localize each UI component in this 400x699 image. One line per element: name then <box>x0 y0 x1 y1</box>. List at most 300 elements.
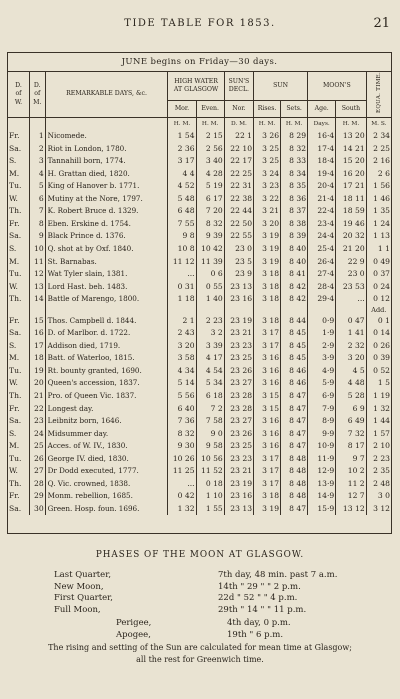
footnote-line: The rising and setting of the Sun are calculated for mean time at Glasgow; <box>48 643 352 652</box>
remarkable-day: Eben. Erskine d. 1754. <box>45 218 168 231</box>
sunrise: 3 18 <box>254 490 281 503</box>
sunrise: 3 19 <box>254 243 281 256</box>
high-water-evening: 11 52 <box>196 465 224 478</box>
high-water-evening: 10 56 <box>196 453 224 466</box>
high-water-morning: 2 1 <box>168 315 196 328</box>
day-of-week: Sa. <box>9 143 22 153</box>
sunset: 8 48 <box>281 490 308 503</box>
sunrise: 3 20 <box>254 218 281 231</box>
day-of-week: Sa. <box>9 503 22 513</box>
day-of-week: Th. <box>9 478 22 488</box>
high-water-evening: 0 18 <box>196 478 224 491</box>
day-of-month: 30 <box>29 503 45 516</box>
col-morning-header: Mor. <box>168 101 196 117</box>
equation-of-time: 0 24 <box>366 281 391 294</box>
moon-age: 19·4 <box>308 168 336 181</box>
day-of-month: 10 <box>29 243 45 256</box>
sun-declination: 22 17 <box>224 155 253 168</box>
equation-of-time: 0 37 <box>366 268 391 281</box>
sunrise: 3 19 <box>254 230 281 243</box>
remarkable-day: Acces. of W. IV., 1830. <box>45 440 168 453</box>
col-north-header: Nor. <box>224 101 253 117</box>
perigee-label: Perigee, <box>116 618 152 628</box>
equation-of-time: 2 16 <box>366 155 391 168</box>
sunset: 8 47 <box>281 415 308 428</box>
moon-south: 2 32 <box>336 340 366 353</box>
day-of-month: 12 <box>29 268 45 281</box>
col-sun-sets-header: Sets. <box>281 101 308 117</box>
high-water-morning: 10 26 <box>168 453 196 466</box>
equation-of-time: 1 32 <box>366 403 391 416</box>
phase-time: 22d " 52 " " 4 p.m. <box>218 593 298 603</box>
equation-of-time: 2 10 <box>366 440 391 453</box>
equation-of-time: 0 49 <box>366 256 391 269</box>
sun-declination: 23 21 <box>224 327 253 340</box>
high-water-evening: 9 58 <box>196 440 224 453</box>
unit-label: H. M. <box>281 117 308 130</box>
equation-of-time: 1 46 <box>366 193 391 206</box>
day-of-week: W. <box>9 378 18 388</box>
moon-south: 22 9 <box>336 256 366 269</box>
day-of-week: Fr. <box>9 218 20 228</box>
high-water-evening: 9 0 <box>196 428 224 441</box>
day-of-week: S. <box>9 340 17 350</box>
high-water-morning: 1 18 <box>168 293 196 306</box>
moon-age: 10·9 <box>308 440 336 453</box>
moon-south: 3 20 <box>336 352 366 365</box>
phase-label: Last Quarter, <box>54 570 112 580</box>
moon-age: 27·4 <box>308 268 336 281</box>
spacer-cell <box>336 306 366 315</box>
moon-south: 12 7 <box>336 490 366 503</box>
remarkable-day: H. Grattan died, 1820. <box>45 168 168 181</box>
sunset: 8 41 <box>281 268 308 281</box>
sun-declination: 23 13 <box>224 281 253 294</box>
table-row <box>8 403 391 416</box>
moon-age: 14·9 <box>308 490 336 503</box>
day-of-month: 13 <box>29 281 45 294</box>
remarkable-day: Midsummer day. <box>45 428 168 441</box>
moon-south: 6 9 <box>336 403 366 416</box>
table-row <box>8 256 391 269</box>
moon-phases-section <box>0 550 400 665</box>
sunset: 8 47 <box>281 390 308 403</box>
day-of-week: W. <box>9 281 18 291</box>
table-row <box>8 327 391 340</box>
sun-declination: 23 16 <box>224 293 253 306</box>
day-of-month: 23 <box>29 415 45 428</box>
spacer-cell <box>196 306 224 315</box>
moon-south: 10 2 <box>336 465 366 478</box>
high-water-morning: 2 43 <box>168 327 196 340</box>
day-of-month: 29 <box>29 490 45 503</box>
apogee-time: 19th " 6 p.m. <box>227 629 284 640</box>
phase-label: New Moon, <box>54 581 104 592</box>
day-of-month: 26 <box>29 453 45 466</box>
spacer-cell <box>308 306 336 315</box>
sun-declination: 22 50 <box>224 218 253 231</box>
remarkable-day: St. Barnabas. <box>45 256 168 269</box>
moon-age: 7·9 <box>308 403 336 416</box>
moon-south: 18 59 <box>336 205 366 218</box>
unit-label: H. M. <box>196 117 224 130</box>
day-of-month: 9 <box>29 230 45 243</box>
day-of-month: 28 <box>29 478 45 491</box>
remarkable-day: George IV. died, 1830. <box>45 453 168 466</box>
sunrise: 3 17 <box>254 478 281 491</box>
sunrise: 3 16 <box>254 352 281 365</box>
high-water-evening: 2 56 <box>196 143 224 156</box>
remarkable-day: Q. shot at by Oxf. 1840. <box>45 243 168 256</box>
sunrise: 3 26 <box>254 130 281 143</box>
sunset: 8 36 <box>281 193 308 206</box>
day-of-month: 25 <box>29 440 45 453</box>
moon-south: 19 46 <box>336 218 366 231</box>
moon-age: 3·9 <box>308 352 336 365</box>
day-of-week: Tu. <box>9 269 22 279</box>
day-of-week: Tu. <box>9 365 22 375</box>
sun-declination: 23 28 <box>224 390 253 403</box>
table-row <box>8 193 391 206</box>
high-water-morning: ... <box>168 268 196 281</box>
high-water-morning: 11 25 <box>168 465 196 478</box>
sunset: 8 35 <box>281 180 308 193</box>
day-of-week: M. <box>9 441 20 451</box>
table-row <box>8 293 391 306</box>
table-row <box>8 340 391 353</box>
sunset: 8 39 <box>281 230 308 243</box>
sunset: 8 47 <box>281 403 308 416</box>
sunrise: 3 16 <box>254 377 281 390</box>
day-of-week: Th. <box>9 294 22 304</box>
sun-declination: 22 55 <box>224 230 253 243</box>
sun-declination: 23 25 <box>224 440 253 453</box>
sunrise: 3 17 <box>254 453 281 466</box>
remarkable-day: Queen's accession, 1837. <box>45 377 168 390</box>
high-water-evening: 7 2 <box>196 403 224 416</box>
equation-of-time: 3 0 <box>366 490 391 503</box>
high-water-morning: 9 30 <box>168 440 196 453</box>
phase-label: First Quarter, <box>54 593 114 603</box>
unit-label: M. S. <box>366 117 391 130</box>
table-row <box>8 352 391 365</box>
sunrise: 3 16 <box>254 415 281 428</box>
high-water-morning: 11 12 <box>168 256 196 269</box>
table-row <box>8 243 391 256</box>
moon-south: 14 21 <box>336 143 366 156</box>
sun-declination: 23 25 <box>224 352 253 365</box>
sunset: 8 40 <box>281 243 308 256</box>
day-of-week: M. <box>9 256 20 266</box>
table-row <box>8 490 391 503</box>
high-water-evening: 3 40 <box>196 155 224 168</box>
moon-south: 15 20 <box>336 155 366 168</box>
high-water-morning: 4 34 <box>168 365 196 378</box>
sunrise: 3 22 <box>254 193 281 206</box>
perigee-time: 4th day, 0 p.m. <box>227 618 291 628</box>
sun-declination: 23 9 <box>224 268 253 281</box>
high-water-evening: 1 55 <box>196 503 224 516</box>
equation-of-time: 0 39 <box>366 352 391 365</box>
remarkable-day: King of Hanover b. 1771. <box>45 180 168 193</box>
remarkable-day: Mutiny at the Nore, 1797. <box>45 193 168 206</box>
high-water-morning: 6 40 <box>168 403 196 416</box>
tide-table-body <box>8 117 391 515</box>
moon-age: 1·9 <box>308 327 336 340</box>
sunrise: 3 16 <box>254 365 281 378</box>
equation-add-note: Add. <box>366 306 391 315</box>
equation-of-time: 3 12 <box>366 503 391 516</box>
high-water-evening: 4 28 <box>196 168 224 181</box>
day-of-month: 22 <box>29 403 45 416</box>
moon-age: 26·4 <box>308 256 336 269</box>
remarkable-day: Green. Hosp. foun. 1696. <box>45 503 168 516</box>
table-row <box>8 390 391 403</box>
equation-of-time: 0 1 <box>366 315 391 328</box>
day-of-week: S. <box>9 156 17 166</box>
moon-age: 15·9 <box>308 503 336 516</box>
equation-of-time: 1 1 <box>366 243 391 256</box>
moon-south: 17 21 <box>336 180 366 193</box>
sun-declination: 23 19 <box>224 478 253 491</box>
sunrise: 3 25 <box>254 143 281 156</box>
sunset: 8 48 <box>281 465 308 478</box>
day-of-month: 20 <box>29 377 45 390</box>
high-water-morning: 10 8 <box>168 243 196 256</box>
remarkable-day: Longest day. <box>45 403 168 416</box>
remarkable-day: Wat Tyler slain, 1381. <box>45 268 168 281</box>
equation-of-time: 2 23 <box>366 453 391 466</box>
high-water-evening: 1 40 <box>196 293 224 306</box>
high-water-evening: 6 17 <box>196 193 224 206</box>
day-of-week: W. <box>9 193 18 203</box>
moon-south: 7 32 <box>336 428 366 441</box>
day-of-month: 21 <box>29 390 45 403</box>
sun-declination: 23 19 <box>224 315 253 328</box>
high-water-evening: 2 15 <box>196 130 224 143</box>
moon-age: 23·4 <box>308 218 336 231</box>
remarkable-day: Lord Hast. beh. 1483. <box>45 281 168 294</box>
sun-declination: 22 38 <box>224 193 253 206</box>
high-water-morning: 4 4 <box>168 168 196 181</box>
phase-time: 29th " 14 " " 11 p.m. <box>218 604 307 615</box>
sunrise: 3 18 <box>254 281 281 294</box>
day-of-week: Fr. <box>9 491 20 501</box>
table-row <box>8 465 391 478</box>
remarkable-day: Battle of Marengo, 1800. <box>45 293 168 306</box>
table-row <box>8 155 391 168</box>
moon-phase-row <box>0 593 400 605</box>
spacer-cell <box>224 306 253 315</box>
table-row <box>8 281 391 294</box>
day-of-month: 14 <box>29 293 45 306</box>
phase-time: 14th " 29 " " 2 p.m. <box>218 581 301 592</box>
table-row <box>8 205 391 218</box>
moon-south: 0 47 <box>336 315 366 328</box>
table-row <box>8 143 391 156</box>
moon-south: 23 53 <box>336 281 366 294</box>
day-of-week: Th. <box>9 206 22 216</box>
day-of-week: M. <box>9 168 20 178</box>
high-water-morning: 0 31 <box>168 281 196 294</box>
moon-south: 1 41 <box>336 327 366 340</box>
sunset: 8 32 <box>281 143 308 156</box>
page-number: 21 <box>373 16 390 31</box>
sunset: 8 47 <box>281 428 308 441</box>
table-row <box>8 268 391 281</box>
sunrise: 3 21 <box>254 205 281 218</box>
high-water-morning: 8 32 <box>168 428 196 441</box>
moon-age: 6·9 <box>308 390 336 403</box>
equation-of-time: 2 35 <box>366 465 391 478</box>
high-water-evening: 2 23 <box>196 315 224 328</box>
day-of-month: 8 <box>29 218 45 231</box>
moon-age: 21·4 <box>308 193 336 206</box>
high-water-evening: 5 19 <box>196 180 224 193</box>
sunset: 8 47 <box>281 440 308 453</box>
high-water-evening: 10 42 <box>196 243 224 256</box>
high-water-morning: 4 52 <box>168 180 196 193</box>
high-water-morning: 3 20 <box>168 340 196 353</box>
table-row <box>8 365 391 378</box>
day-of-week: S. <box>9 243 17 253</box>
day-of-week: M. <box>9 353 20 363</box>
sunset: 8 42 <box>281 293 308 306</box>
day-of-month: 2 <box>29 143 45 156</box>
high-water-evening: 7 20 <box>196 205 224 218</box>
moon-age: 18·4 <box>308 155 336 168</box>
sun-declination: 23 0 <box>224 243 253 256</box>
high-water-evening: 4 17 <box>196 352 224 365</box>
spacer-cell <box>168 306 196 315</box>
sunrise: 3 18 <box>254 293 281 306</box>
equation-of-time: 1 35 <box>366 205 391 218</box>
tide-table-grid <box>8 72 391 515</box>
equation-of-time: 1 19 <box>366 390 391 403</box>
high-water-evening: 0 6 <box>196 268 224 281</box>
equation-of-time: 0 26 <box>366 340 391 353</box>
sunset: 8 40 <box>281 256 308 269</box>
table-row <box>8 230 391 243</box>
moon-age: 4·9 <box>308 365 336 378</box>
sun-declination: 23 28 <box>224 403 253 416</box>
day-of-week: Sa. <box>9 328 22 338</box>
sunset: 8 44 <box>281 315 308 328</box>
day-of-month: 6 <box>29 193 45 206</box>
equation-of-time: 1 44 <box>366 415 391 428</box>
high-water-evening: 5 34 <box>196 377 224 390</box>
day-of-month: 17 <box>29 340 45 353</box>
remarkable-day: Black Prince d. 1376. <box>45 230 168 243</box>
sunrise: 3 16 <box>254 428 281 441</box>
col-moon-header: MOON'S <box>308 72 367 101</box>
equation-of-time: 1 5 <box>366 377 391 390</box>
remarkable-day: Tannahill born, 1774. <box>45 155 168 168</box>
sun-declination: 22 44 <box>224 205 253 218</box>
sunrise: 3 18 <box>254 315 281 328</box>
moon-age: 25·4 <box>308 243 336 256</box>
sunset: 8 45 <box>281 340 308 353</box>
row-spacer <box>8 306 391 315</box>
sunset: 8 34 <box>281 168 308 181</box>
high-water-evening: 1 10 <box>196 490 224 503</box>
sunset: 8 48 <box>281 478 308 491</box>
table-row <box>8 130 391 143</box>
remarkable-day: Riot in London, 1780. <box>45 143 168 156</box>
sun-declination: 23 23 <box>224 340 253 353</box>
day-of-month: 5 <box>29 180 45 193</box>
day-of-month: 15 <box>29 315 45 328</box>
col-evening-header: Even. <box>196 101 224 117</box>
day-of-month: 19 <box>29 365 45 378</box>
moon-age: 13·9 <box>308 478 336 491</box>
day-of-week: Tu. <box>9 453 22 463</box>
col-moon-age-header: Age. <box>308 101 336 117</box>
equation-of-time: 1 24 <box>366 218 391 231</box>
moon-phases-title: PHASES OF THE MOON AT GLASGOW. <box>95 550 305 560</box>
moon-age: 22·4 <box>308 205 336 218</box>
sun-declination: 23 27 <box>224 415 253 428</box>
remarkable-day: D. of Marlbor. d. 1722. <box>45 327 168 340</box>
sunset: 8 47 <box>281 503 308 516</box>
table-row <box>8 377 391 390</box>
moon-age: 11·9 <box>308 453 336 466</box>
remarkable-day: Monm. rebellion, 1685. <box>45 490 168 503</box>
sunrise: 3 16 <box>254 440 281 453</box>
sunrise: 3 18 <box>254 268 281 281</box>
sun-declination: 23 16 <box>224 490 253 503</box>
remarkable-day: Dr Dodd executed, 1777. <box>45 465 168 478</box>
moon-south: 8 17 <box>336 440 366 453</box>
high-water-morning: 5 48 <box>168 193 196 206</box>
moon-phase-row <box>0 570 400 582</box>
col-sun-header: SUN <box>254 72 308 101</box>
col-moon-south-header: South <box>336 101 366 117</box>
running-head <box>0 18 400 34</box>
high-water-evening: 6 18 <box>196 390 224 403</box>
unit-cell-empty <box>45 117 168 130</box>
col-high-water-header: HIGH WATER AT GLASGOW <box>168 72 224 101</box>
moon-age: 0·9 <box>308 315 336 328</box>
moon-age: 9·9 <box>308 428 336 441</box>
apogee-label: Apogee, <box>116 629 151 640</box>
remarkable-day: Thos. Campbell d. 1844. <box>45 315 168 328</box>
sun-declination: 23 21 <box>224 465 253 478</box>
day-of-week: Tu. <box>9 181 22 191</box>
table-row <box>8 453 391 466</box>
phase-time: 7th day, 48 min. past 7 a.m. <box>218 570 338 580</box>
day-of-month: 3 <box>29 155 45 168</box>
day-of-week: Th. <box>9 390 22 400</box>
sun-declination: 23 13 <box>224 503 253 516</box>
moon-south: 21 20 <box>336 243 366 256</box>
high-water-morning: 5 14 <box>168 377 196 390</box>
unit-label: Days. <box>308 117 336 130</box>
moon-south: 4 5 <box>336 365 366 378</box>
sunset: 8 46 <box>281 365 308 378</box>
unit-label: H. M. <box>168 117 196 130</box>
unit-cell-empty <box>8 117 29 130</box>
high-water-evening: 9 39 <box>196 230 224 243</box>
sun-declination: 22 31 <box>224 180 253 193</box>
day-of-month: 18 <box>29 352 45 365</box>
day-of-month: 1 <box>29 130 45 143</box>
sun-declination: 22 1 <box>224 130 253 143</box>
sunset: 8 48 <box>281 453 308 466</box>
moon-south: ... <box>336 293 366 306</box>
equation-of-time: 0 12 <box>366 293 391 306</box>
moon-phase-row <box>0 605 400 617</box>
